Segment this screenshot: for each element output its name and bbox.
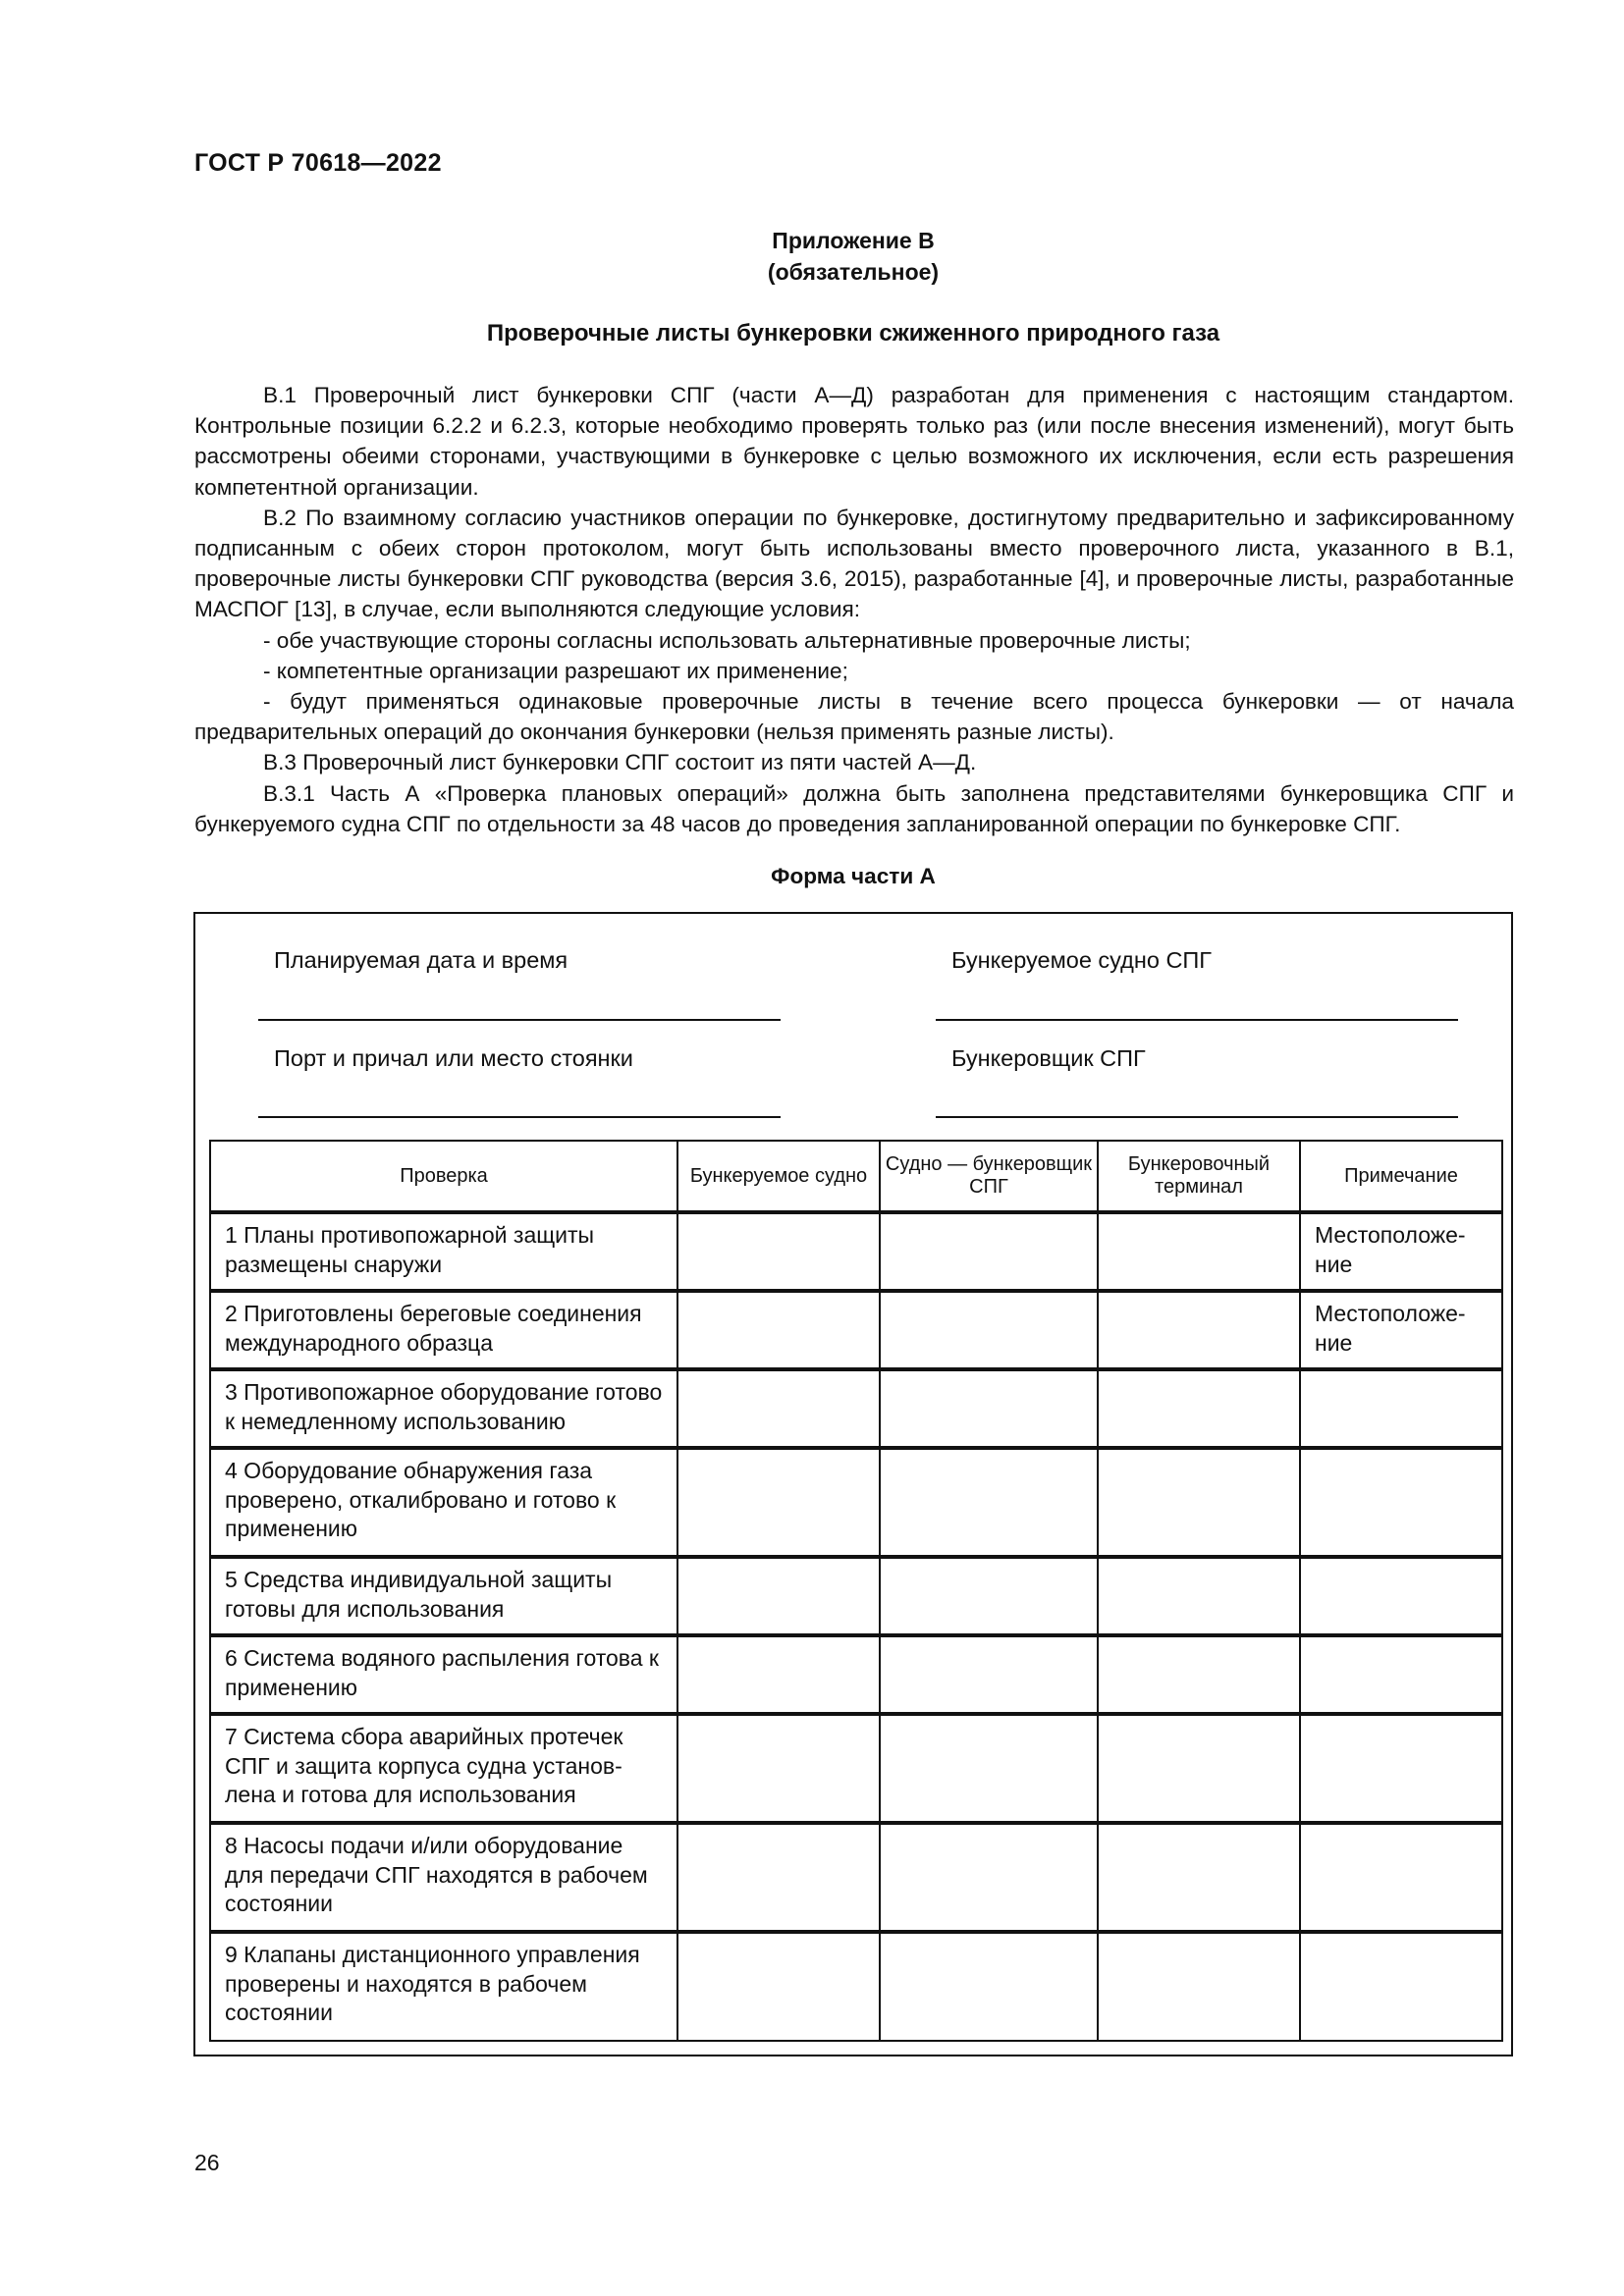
body-text <box>194 380 1514 839</box>
terminal-cell[interactable] <box>1098 1714 1300 1823</box>
bunker-ship-cell[interactable] <box>880 1932 1098 2041</box>
note-cell <box>1300 1557 1502 1635</box>
receiving-ship-cell[interactable] <box>677 1448 880 1557</box>
check-text: 5 Средства индивидуальной защиты готовы для использования <box>225 1567 613 1622</box>
bunker-vessel-label: Бункеровщик СПГ <box>951 1045 1146 1071</box>
note-text <box>1301 1450 1501 1463</box>
table-row <box>210 1212 1502 1291</box>
table-row <box>210 1635 1502 1714</box>
note-cell <box>1300 1291 1502 1369</box>
note-cell <box>1300 1212 1502 1291</box>
port-label: Порт и причал или место стоянки <box>274 1045 633 1071</box>
note-cell <box>1300 1714 1502 1823</box>
note-text: Местоположение <box>1315 1222 1466 1277</box>
header-terminal: Бункеровочный терминал <box>1098 1141 1300 1212</box>
bunker-ship-cell[interactable] <box>880 1557 1098 1635</box>
port-field[interactable] <box>258 1116 781 1118</box>
document-title: Проверочные листы бункеровки сжиженного природного газа <box>486 320 1220 347</box>
appendix-status: (обязательное) <box>767 259 940 285</box>
bunker-ship-cell[interactable] <box>880 1212 1098 1291</box>
note-text <box>1301 1934 1501 1947</box>
form-part-a <box>193 912 1513 2056</box>
header-check: Проверка <box>210 1141 677 1212</box>
check-text: 3 Противопожарное оборудование готово к немедленному использованию <box>225 1379 663 1434</box>
note-text: Местоположение <box>1315 1301 1466 1356</box>
table-row <box>210 1932 1502 2041</box>
check-cell <box>210 1714 677 1823</box>
appendix-title: Приложение В <box>772 228 935 253</box>
table-row <box>210 1557 1502 1635</box>
paragraph-b2: В.2 По взаимному согласию участников операции по бункеровке, достигнутому предварительно и зафиксированному подписанным с обеих сторон протоколом, могут быть использованы вместо проверочного листа, указанного в В.1, проверочные листы бункеровки СПГ руководства (версия 3.6, 2015), разработанные [4], и проверочные листы, разработанные МАСПОГ [13], в случае, если выполняются следующие условия: <box>194 505 1514 622</box>
header-note: Примечание <box>1300 1141 1502 1212</box>
paragraph-b1: В.1 Проверочный лист бункеровки СПГ (части А—Д) разработан для применения с настоящим стандартом. Контрольные позиции 6.2.2 и 6.2.3, которые необходимо проверять только раз (или после внесения изменений), могут быть рассмотрены обеими сторонами, участвующими в бункеровке с целью возможного их исключения, если есть разрешения компетентной организации. <box>194 383 1514 500</box>
standard-code: ГОСТ Р 70618—2022 <box>194 149 442 177</box>
check-cell <box>210 1448 677 1557</box>
check-cell <box>210 1932 677 2041</box>
receiving-ship-cell[interactable] <box>677 1932 880 2041</box>
checklist-table <box>209 1140 1503 2042</box>
planned-date-label: Планируемая дата и время <box>274 947 568 973</box>
terminal-cell[interactable] <box>1098 1369 1300 1448</box>
terminal-cell[interactable] <box>1098 1557 1300 1635</box>
receiving-ship-cell[interactable] <box>677 1291 880 1369</box>
check-cell <box>210 1635 677 1714</box>
terminal-cell[interactable] <box>1098 1823 1300 1932</box>
form-title: Форма части А <box>771 864 936 888</box>
receiving-ship-cell[interactable] <box>677 1557 880 1635</box>
bunker-vessel-field[interactable] <box>936 1116 1458 1118</box>
note-cell <box>1300 1448 1502 1557</box>
note-text <box>1301 1637 1501 1650</box>
note-cell <box>1300 1369 1502 1448</box>
check-text: 8 Насосы подачи и/или оборудование для передачи СПГ находятся в рабочем состоянии <box>225 1833 648 1916</box>
note-text <box>1301 1559 1501 1572</box>
receiving-ship-cell[interactable] <box>677 1823 880 1932</box>
table-row <box>210 1369 1502 1448</box>
receiving-ship-cell[interactable] <box>677 1212 880 1291</box>
table-row <box>210 1291 1502 1369</box>
terminal-cell[interactable] <box>1098 1291 1300 1369</box>
header-bunker-ship: Судно — бункеровщик СПГ <box>880 1141 1098 1212</box>
paragraph-b31: В.3.1 Часть А «Проверка плановых операций» должна быть заполнена представителями бункеровщика СПГ и бункеруемого судна СПГ по отдельности за 48 часов до проведения запланированной операции по бункеровке СПГ. <box>194 780 1514 836</box>
bunker-ship-cell[interactable] <box>880 1291 1098 1369</box>
bunker-ship-cell[interactable] <box>880 1448 1098 1557</box>
terminal-cell[interactable] <box>1098 1448 1300 1557</box>
bunker-ship-cell[interactable] <box>880 1714 1098 1823</box>
table-row <box>210 1823 1502 1932</box>
terminal-cell[interactable] <box>1098 1932 1300 2041</box>
check-cell <box>210 1212 677 1291</box>
terminal-cell[interactable] <box>1098 1212 1300 1291</box>
terminal-cell[interactable] <box>1098 1635 1300 1714</box>
note-text <box>1301 1825 1501 1838</box>
bunker-ship-cell[interactable] <box>880 1823 1098 1932</box>
note-text <box>1301 1716 1501 1729</box>
check-cell <box>210 1557 677 1635</box>
table-row <box>210 1448 1502 1557</box>
check-cell <box>210 1823 677 1932</box>
note-cell <box>1300 1932 1502 2041</box>
check-cell <box>210 1369 677 1448</box>
paragraph-b3: В.3 Проверочный лист бункеровки СПГ состоит из пяти частей А—Д. <box>263 750 977 775</box>
check-text: 7 Система сбора аварийных протечек СПГ и защита корпуса судна установлена и готова для использования <box>225 1724 623 1807</box>
receiving-ship-cell[interactable] <box>677 1369 880 1448</box>
planned-date-field[interactable] <box>258 1019 781 1021</box>
condition-item: - обе участвующие стороны согласны использовать альтернативные проверочные листы; <box>263 627 1191 653</box>
check-text: 6 Система водяного распыления готова к применению <box>225 1645 659 1700</box>
check-cell <box>210 1291 677 1369</box>
check-text: 2 Приготовлены береговые соединения международного образца <box>225 1301 642 1356</box>
header-receiving-ship: Бункеруемое судно <box>677 1141 880 1212</box>
check-text: 9 Клапаны дистанционного управления проверены и находятся в рабочем состоянии <box>225 1942 640 2025</box>
receiving-ship-label: Бункеруемое судно СПГ <box>951 947 1213 973</box>
table-header-row <box>210 1141 1502 1212</box>
receiving-ship-cell[interactable] <box>677 1635 880 1714</box>
receiving-ship-field[interactable] <box>936 1019 1458 1021</box>
table-row <box>210 1714 1502 1823</box>
page-number: 26 <box>194 2150 220 2175</box>
condition-item: - компетентные организации разрешают их применение; <box>263 658 848 683</box>
condition-item: - будут применяться одинаковые проверочные листы в течение всего процесса бункеровки — от начала предварительных операций до окончания бункеровки (нельзя применять разные листы). <box>194 689 1514 745</box>
bunker-ship-cell[interactable] <box>880 1635 1098 1714</box>
note-cell <box>1300 1635 1502 1714</box>
note-text <box>1301 1371 1501 1384</box>
receiving-ship-cell[interactable] <box>677 1714 880 1823</box>
check-text: 1 Планы противопожарной защиты размещены снаружи <box>225 1222 595 1277</box>
check-text: 4 Оборудование обнаружения газа проверено, откалибровано и готово к применению <box>225 1458 617 1541</box>
bunker-ship-cell[interactable] <box>880 1369 1098 1448</box>
note-cell <box>1300 1823 1502 1932</box>
